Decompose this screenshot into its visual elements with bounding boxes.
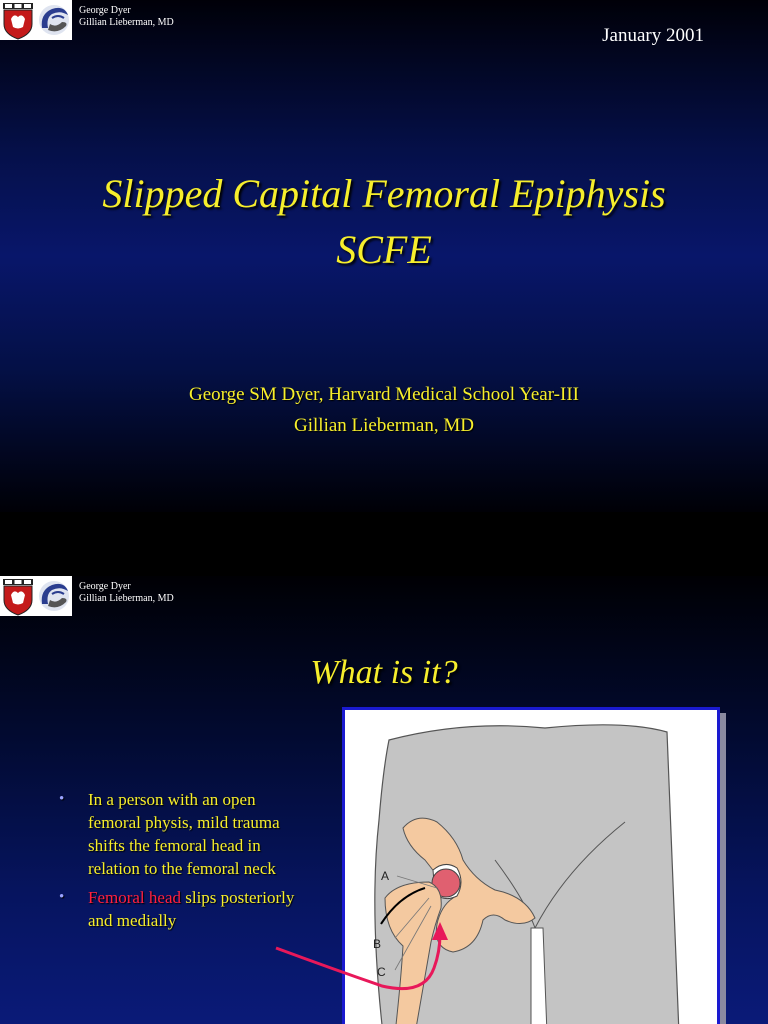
header-author-1: George Dyer	[79, 5, 131, 16]
hands-logo-icon	[39, 5, 69, 35]
header-author-2: Gillian Lieberman, MD	[79, 17, 174, 28]
hip-illustration	[345, 710, 717, 1024]
bullet-item-1	[56, 788, 296, 880]
harvard-shield-icon	[1, 1, 35, 39]
slide-heading: What is it?	[310, 654, 458, 691]
header-authors	[79, 581, 174, 605]
byline-line-1: George SM Dyer, Harvard Medical School Year-III	[188, 384, 579, 405]
slide-title-line-1: Slipped Capital Femoral Epiphysis	[102, 171, 666, 216]
institution-logos	[0, 576, 72, 616]
content-slide	[0, 576, 768, 1024]
bullet-text-2: slips posteriorly and medially	[88, 888, 295, 930]
slide-title-line-2: SCFE	[336, 227, 432, 272]
bullet-item-2	[56, 886, 296, 932]
header-author-1: George Dyer	[79, 581, 131, 592]
institution-logos	[0, 0, 72, 40]
slide-separator	[0, 512, 768, 576]
presentation-date: January 2001	[602, 25, 704, 46]
figure-label-c: C	[377, 965, 386, 979]
figure-label-a: A	[381, 869, 390, 883]
hip-anatomy-figure	[342, 707, 720, 1024]
bullet-highlight-femoral-head: Femoral head	[88, 888, 181, 907]
harvard-shield-icon	[1, 577, 35, 615]
hands-logo-icon	[39, 581, 69, 611]
header-author-2: Gillian Lieberman, MD	[79, 593, 174, 604]
header-authors	[79, 5, 174, 29]
bullet-text-1: In a person with an open femoral physis, mild trauma shifts the femoral head in relation to the femoral neck	[88, 790, 280, 878]
bullet-list	[56, 788, 296, 938]
bullet-icon: •	[59, 791, 65, 807]
figure-label-b: B	[373, 937, 382, 951]
bullet-icon: •	[59, 889, 65, 905]
byline-line-2: Gillian Lieberman, MD	[294, 415, 474, 436]
